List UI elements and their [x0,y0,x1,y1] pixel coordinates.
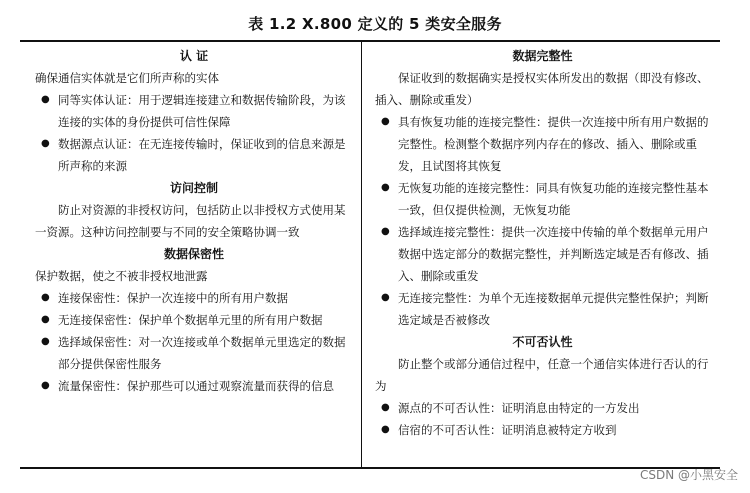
bullet-icon: ● [381,182,390,193]
bullet-icon: ● [41,336,50,347]
non-repudiation-list [375,397,710,441]
column-divider [361,42,362,467]
right-column [375,45,710,441]
left-column [35,45,353,397]
bullet-icon: ● [41,94,50,105]
list-item: ● 连接保密性：保护一次连接中的所有用户数据 [35,287,353,309]
confidentiality-heading: 数据保密性 [163,247,224,261]
bullet-icon: ● [381,402,390,413]
confidentiality-list [35,287,353,397]
auth-heading: 认 证 [179,49,209,63]
integrity-list [375,111,710,331]
integrity-description: 保证收到的数据确实是授权实体所发出的数据（即没有修改、插入、删除或重发） [375,71,709,107]
bullet-icon: ● [381,116,390,127]
integrity-heading: 数据完整性 [512,49,573,63]
bullet-icon: ● [41,292,50,303]
list-item: ● 同等实体认证：用于逻辑连接建立和数据传输阶段，为该连接的实体的身份提供可信性保障 [35,89,353,133]
bullet-icon: ● [381,424,390,435]
watermark: CSDN @小黑安全 [639,468,738,482]
list-item: ● 源点的不可否认性：证明消息由特定的一方发出 [375,397,710,419]
bottom-rule [20,467,720,469]
bullet-icon: ● [381,292,390,303]
bullet-icon: ● [381,226,390,237]
auth-list [35,89,353,177]
auth-description: 确保通信实体就是它们所声称的实体 [35,71,219,85]
list-item: ● 选择域保密性：对一次连接或单个数据单元里选定的数据部分提供保密性服务 [35,331,353,375]
access-control-description: 防止对资源的非授权访问，包括防止以非授权方式使用某一资源。这种访问控制要与不同的安全策略协调一致 [35,203,346,239]
list-item: ● 数据源点认证：在无连接传输时，保证收到的信息来源是所声称的来源 [35,133,353,177]
non-repudiation-description: 防止整个或部分通信过程中，任意一个通信实体进行否认的行为 [375,357,709,393]
non-repudiation-heading: 不可否认性 [512,335,573,349]
list-item: ● 无连接保密性：保护单个数据单元里的所有用户数据 [35,309,353,331]
bullet-icon: ● [41,380,50,391]
list-item: ● 无连接完整性：为单个无连接数据单元提供完整性保护；判断选定域是否被修改 [375,287,710,331]
list-item: ● 具有恢复功能的连接完整性：提供一次连接中所有用户数据的完整性。检测整个数据序列内存在的修改、插入、删除或重发，且试图将其恢复 [375,111,710,177]
bullet-icon: ● [41,314,50,325]
confidentiality-description: 保护数据，使之不被非授权地泄露 [35,269,208,283]
table-title: 表 1.2 X.800 定义的 5 类安全服务 [248,15,502,33]
top-rule [20,40,720,42]
list-item: ● 无恢复功能的连接完整性：同具有恢复功能的连接完整性基本一致，但仅提供检测，无恢复功能 [375,177,710,221]
list-item: ● 选择域连接完整性：提供一次连接中传输的单个数据单元用户数据中选定部分的数据完整性，并判断选定域是否有修改、插入、删除或重发 [375,221,710,287]
bullet-icon: ● [41,138,50,149]
access-control-heading: 访问控制 [169,181,218,195]
list-item: ● 信宿的不可否认性：证明消息被特定方收到 [375,419,710,441]
list-item: ● 流量保密性：保护那些可以通过观察流量而获得的信息 [35,375,353,397]
